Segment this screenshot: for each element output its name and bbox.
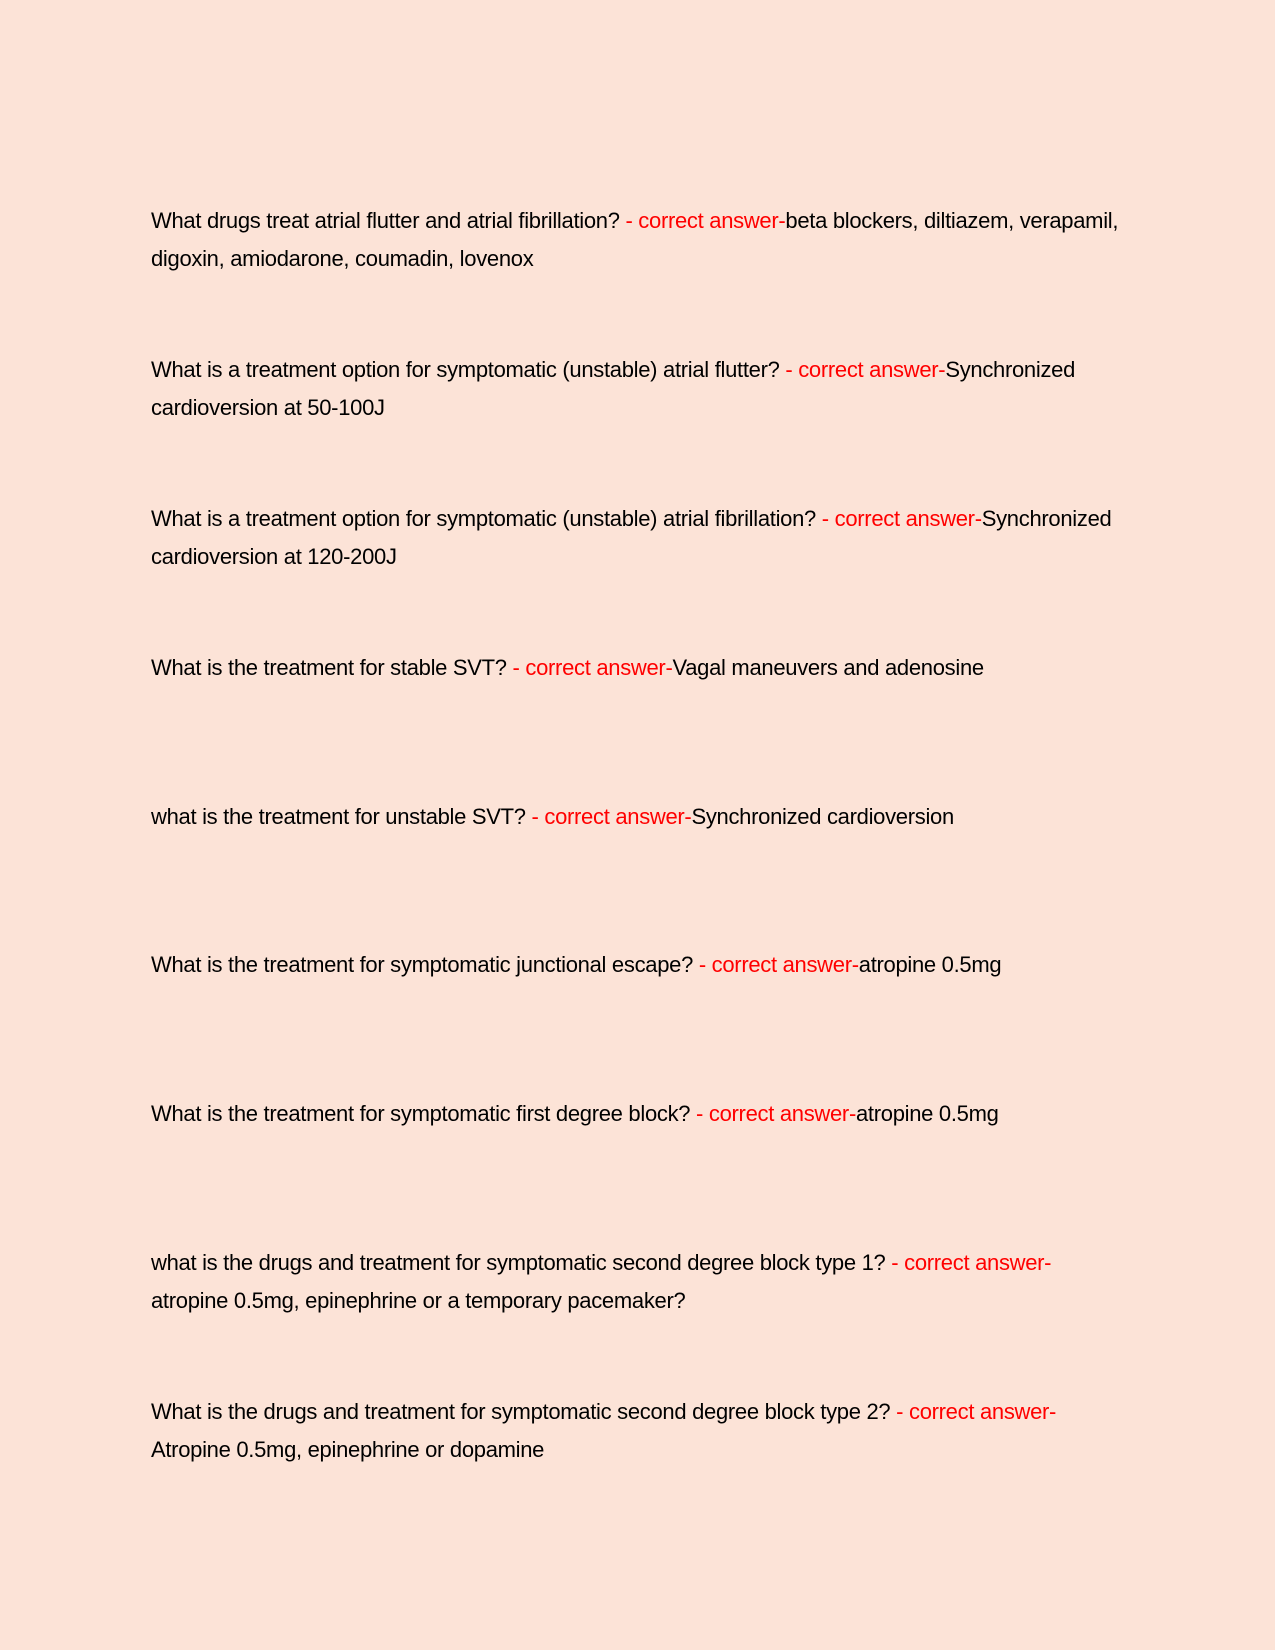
correct-answer-separator: - correct answer- xyxy=(690,1101,856,1126)
answer-text: Vagal maneuvers and adenosine xyxy=(672,655,984,680)
qa-item xyxy=(151,351,1126,427)
qa-item xyxy=(151,946,1126,984)
qa-item xyxy=(151,1244,1126,1320)
question-text: What is a treatment option for symptomatic (unstable) atrial fibrillation? xyxy=(151,506,816,531)
qa-item xyxy=(151,1393,1126,1469)
correct-answer-separator: - correct answer- xyxy=(815,506,982,531)
qa-item xyxy=(151,798,1126,836)
correct-answer-separator: - correct answer- xyxy=(885,1250,1052,1275)
question-text: What is the treatment for symptomatic junctional escape? xyxy=(151,952,694,977)
answer-text: Atropine 0.5mg, epinephrine or dopamine xyxy=(151,1437,545,1462)
qa-item xyxy=(151,500,1126,576)
qa-item xyxy=(151,202,1126,278)
question-text: what is the drugs and treatment for symptomatic second degree block type 1? xyxy=(151,1250,886,1275)
correct-answer-separator: - correct answer- xyxy=(506,655,673,680)
answer-text: Synchronized cardioversion at 50-100J xyxy=(151,357,1076,420)
correct-answer-separator: - correct answer- xyxy=(693,952,859,977)
question-text: what is the treatment for unstable SVT? xyxy=(151,804,526,829)
question-text: What is the drugs and treatment for symptomatic second degree block type 2? xyxy=(151,1399,891,1424)
answer-text: beta blockers, diltiazem, verapamil, digoxin, amiodarone, coumadin, lovenox xyxy=(151,208,1119,271)
question-text: What drugs treat atrial flutter and atrial fibrillation? xyxy=(151,208,620,233)
answer-text: atropine 0.5mg xyxy=(858,952,1002,977)
answer-text: atropine 0.5mg, epinephrine or a temporary pacemaker? xyxy=(151,1288,686,1313)
answer-text: atropine 0.5mg xyxy=(855,1101,999,1126)
question-text: What is the treatment for stable SVT? xyxy=(151,655,507,680)
qa-item xyxy=(151,649,1126,687)
correct-answer-separator: - correct answer- xyxy=(779,357,946,382)
question-text: What is a treatment option for symptomatic (unstable) atrial flutter? xyxy=(151,357,780,382)
correct-answer-separator: - correct answer- xyxy=(890,1399,1057,1424)
correct-answer-separator: - correct answer- xyxy=(619,208,786,233)
question-text: What is the treatment for symptomatic first degree block? xyxy=(151,1101,691,1126)
qa-item xyxy=(151,1095,1126,1133)
answer-text: Synchronized cardioversion at 120-200J xyxy=(151,506,1112,569)
answer-text: Synchronized cardioversion xyxy=(691,804,954,829)
correct-answer-separator: - correct answer- xyxy=(525,804,692,829)
